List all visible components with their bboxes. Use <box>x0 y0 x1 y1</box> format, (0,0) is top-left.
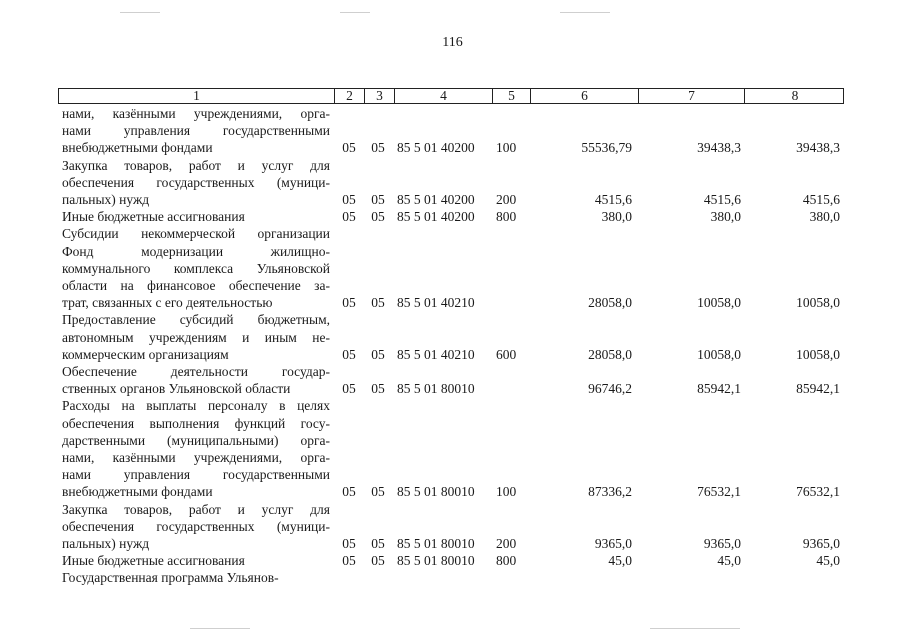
row-description-line: области на финансовое обеспечение за- <box>62 278 330 293</box>
column-header: 7 <box>639 89 745 103</box>
row-description-line: нами управления государственными <box>62 123 330 139</box>
table-cell-c5: 800 <box>496 553 517 569</box>
row-description-line: пальных) нужд <box>62 192 150 207</box>
table-cell-c6: 96746,2 <box>588 381 632 397</box>
row-description-line: обеспечения выполнения функций госу- <box>62 415 330 431</box>
table-cell-c7: 380,0 <box>710 209 741 225</box>
table-header <box>58 88 844 104</box>
table-cell-c5: 600 <box>496 346 517 362</box>
table-cell-c4: 85 5 01 80010 <box>397 484 475 500</box>
column-header: 3 <box>365 89 395 103</box>
table-cell-c4: 85 5 01 40200 <box>397 140 475 156</box>
row-description-line: ственных органов Ульяновской области <box>62 381 291 397</box>
table-cell-c2: 05 <box>342 140 356 156</box>
table-cell-c6: 55536,79 <box>581 140 632 156</box>
row-description-line: Государственная программа Ульянов- <box>62 570 279 586</box>
table-cell-c4: 85 5 01 40200 <box>397 209 475 225</box>
scan-artifact <box>120 12 160 13</box>
table-cell-c6: 28058,0 <box>588 295 632 311</box>
table-cell-c3: 05 <box>371 140 385 156</box>
table-cell-c2: 05 <box>342 553 356 569</box>
column-header: 6 <box>531 89 639 103</box>
table-cell-c2: 05 <box>342 346 356 362</box>
row-description-line: коммунального комплекса Ульяновской <box>62 260 330 276</box>
row-description-line: коммерческим организациям <box>62 346 229 362</box>
column-header: 4 <box>395 89 493 103</box>
row-description-line: дарственными (муниципальными) орга- <box>62 432 330 448</box>
table-cell-c8: 39438,3 <box>796 140 840 156</box>
table-cell-c6: 4515,6 <box>594 192 632 207</box>
table-cell-c7: 85942,1 <box>697 381 741 397</box>
page-number: 116 <box>442 35 463 50</box>
table-cell-c6: 28058,0 <box>588 346 632 362</box>
table-cell-c7: 4515,6 <box>703 192 741 207</box>
table-cell-c8: 10058,0 <box>796 346 840 362</box>
table-cell-c5: 100 <box>496 140 517 156</box>
table-cell-c7: 39438,3 <box>697 140 741 156</box>
table-cell-c2: 05 <box>342 295 356 311</box>
row-description-line: внебюджетными фондами <box>62 484 213 500</box>
table-cell-c5: 800 <box>496 209 517 225</box>
table-cell-c6: 380,0 <box>601 209 632 225</box>
row-description-line: пальных) нужд <box>62 536 150 551</box>
row-description-line: внебюджетными фондами <box>62 140 213 156</box>
row-description-line: автономным учреждениям и иным не- <box>62 329 330 345</box>
table-cell-c4: 85 5 01 80010 <box>397 553 475 569</box>
column-header: 8 <box>791 88 799 103</box>
row-description-line: Закупка товаров, работ и услуг для <box>62 157 330 173</box>
table-cell-c2: 05 <box>342 381 356 397</box>
row-description-line: Иные бюджетные ассигнования <box>62 553 245 569</box>
table-cell-c5: 200 <box>496 536 517 551</box>
column-header: 5 <box>493 89 531 103</box>
scan-artifact <box>650 628 740 629</box>
table-cell-c8: 10058,0 <box>796 295 840 311</box>
table-cell-c6: 45,0 <box>608 553 632 569</box>
table-cell-c6: 9365,0 <box>594 536 632 551</box>
table-cell-c3: 05 <box>371 346 385 362</box>
scan-artifact <box>340 12 370 13</box>
table-cell-c4: 85 5 01 40210 <box>397 346 475 362</box>
row-description-line: нами, казёнными учреждениями, орга- <box>62 106 330 121</box>
table-cell-c2: 05 <box>342 209 356 225</box>
scan-artifact <box>190 628 250 629</box>
table-cell-c4: 85 5 01 40200 <box>397 192 475 207</box>
row-description-line: Фонд модернизации жилищно- <box>62 243 330 259</box>
table-cell-c7: 76532,1 <box>697 484 741 500</box>
table-cell-c3: 05 <box>371 484 385 500</box>
table-cell-c6: 87336,2 <box>588 484 632 500</box>
table-cell-c8: 9365,0 <box>802 536 840 551</box>
table-cell-c5: 200 <box>496 192 517 207</box>
table-cell-c3: 05 <box>371 209 385 225</box>
row-description-line: нами, казёнными учреждениями, орга- <box>62 450 330 465</box>
table-cell-c8: 380,0 <box>809 209 840 225</box>
row-description-line: Расходы на выплаты персоналу в целях <box>62 398 330 414</box>
table-cell-c7: 10058,0 <box>697 346 741 362</box>
row-description-line: Субсидии некоммерческой организации <box>62 226 330 242</box>
row-description-line: обеспечения государственных (муници- <box>62 518 330 534</box>
row-description-line: Закупка товаров, работ и услуг для <box>62 501 330 517</box>
table-cell-c4: 85 5 01 80010 <box>397 536 475 551</box>
table-cell-c5: 100 <box>496 484 517 500</box>
scan-artifact <box>560 12 610 13</box>
table-cell-c8: 85942,1 <box>796 381 840 397</box>
table-cell-c3: 05 <box>371 536 385 551</box>
column-header: 1 <box>59 89 335 103</box>
table-cell-c4: 85 5 01 80010 <box>397 381 475 397</box>
table-cell-c8: 4515,6 <box>802 192 840 207</box>
row-description-line: нами управления государственными <box>62 467 330 483</box>
table-cell-c3: 05 <box>371 553 385 569</box>
table-cell-c8: 45,0 <box>816 553 840 569</box>
table-cell-c7: 10058,0 <box>697 295 741 311</box>
row-description-line: Обеспечение деятельности государ- <box>62 364 330 379</box>
row-description-line: Иные бюджетные ассигнования <box>62 209 245 225</box>
table-cell-c4: 85 5 01 40210 <box>397 295 475 311</box>
table-cell-c2: 05 <box>342 484 356 500</box>
column-header: 2 <box>335 89 365 103</box>
table-cell-c3: 05 <box>371 192 385 207</box>
table-cell-c2: 05 <box>342 192 356 207</box>
table-cell-c7: 45,0 <box>717 553 741 569</box>
row-description-line: обеспечения государственных (муници- <box>62 174 330 190</box>
table-cell-c3: 05 <box>371 295 385 311</box>
table-cell-c3: 05 <box>371 381 385 397</box>
table-cell-c8: 76532,1 <box>796 484 840 500</box>
row-description-line: Предоставление субсидий бюджетным, <box>62 312 330 328</box>
table-cell-c7: 9365,0 <box>703 536 741 551</box>
table-cell-c2: 05 <box>342 536 356 551</box>
row-description-line: трат, связанных с его деятельностью <box>62 295 273 311</box>
